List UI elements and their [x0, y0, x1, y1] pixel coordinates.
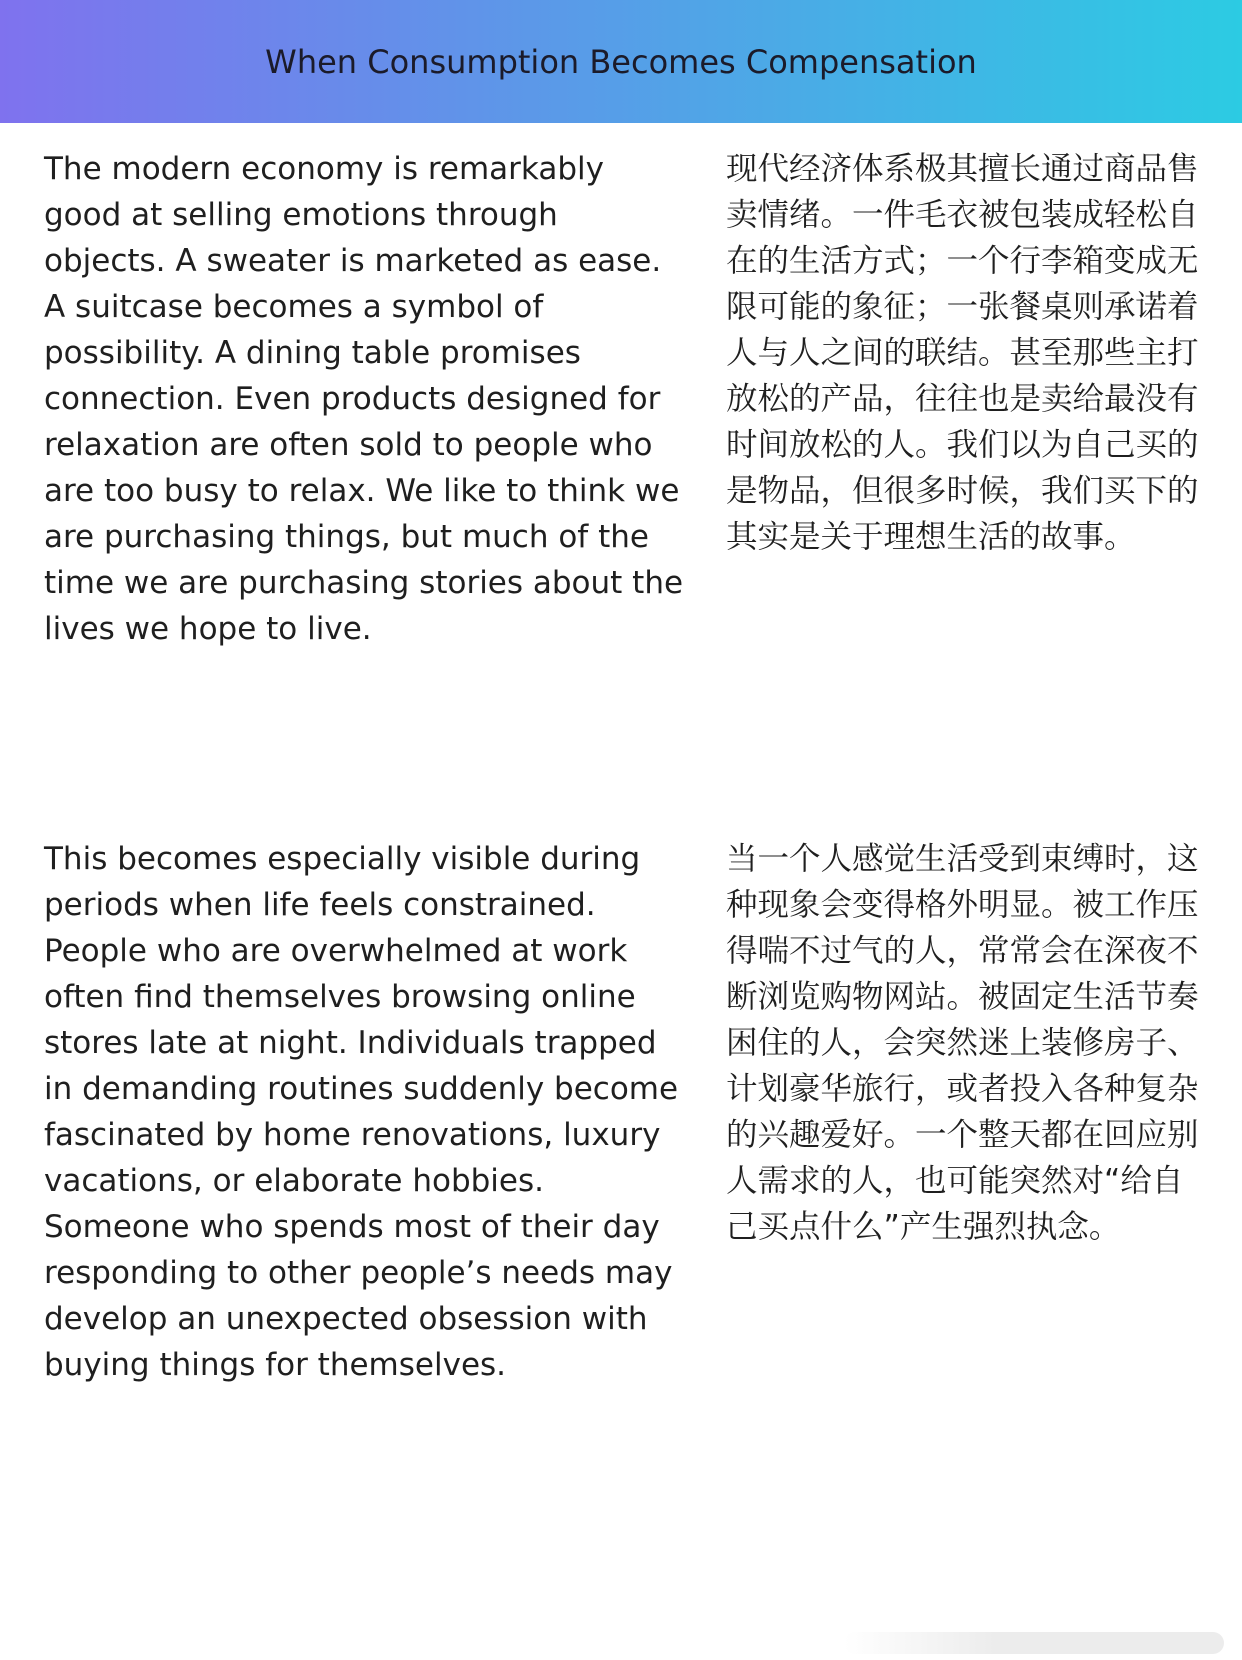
title-banner — [0, 0, 1242, 123]
chinese-paragraph-1: 现代经济体系极其擅长通过商品售卖情绪。一件毛衣被包装成轻松自在的生活方式；一个行李箱变成无限可能的象征；一张餐桌则承诺着人与人之间的联结。甚至那些主打放松的产品，往往也是卖给最没有时间放松的人。我们以为自己买的是物品，但很多时候，我们买下的其实是关于理想生活的故事。 — [726, 151, 1199, 555]
english-paragraph-2: This becomes especially visible during periods when life feels constrained. People who are overwhelmed at work often find themselves browsing online stores late at night. Individuals trapped in demanding routines suddenly become fascinated by home renovations, luxury vacations, or elaborate hobbies. Someone who spends most of their day responding to other people’s needs may develop an unexpected obsession with buying things for themselves. — [44, 841, 679, 1383]
chinese-paragraph-2: 当一个人感觉生活受到束缚时，这种现象会变得格外明显。被工作压得喘不过气的人，常常会在深夜不断浏览购物网站。被固定生活节奏困住的人，会突然迷上装修房子、计划豪华旅行，或者投入各种复杂的兴趣爱好。一个整天都在回应别人需求的人，也可能突然对“给自己买点什么”产生强烈执念。 — [726, 841, 1199, 1245]
english-paragraph-1: The modern economy is remarkably good at selling emotions through objects. A sweater is marketed as ease. A suitcase becomes a symbol of possibility. A dining table promises connection. Even products designed for relaxation are often sold to people who are too busy to relax. We like to think we are purchasing things, but much of the time we are purchasing stories about the lives we hope to live. — [44, 151, 684, 647]
page-title: When Consumption Becomes Compensation — [265, 42, 977, 81]
watermark — [844, 1632, 1224, 1654]
